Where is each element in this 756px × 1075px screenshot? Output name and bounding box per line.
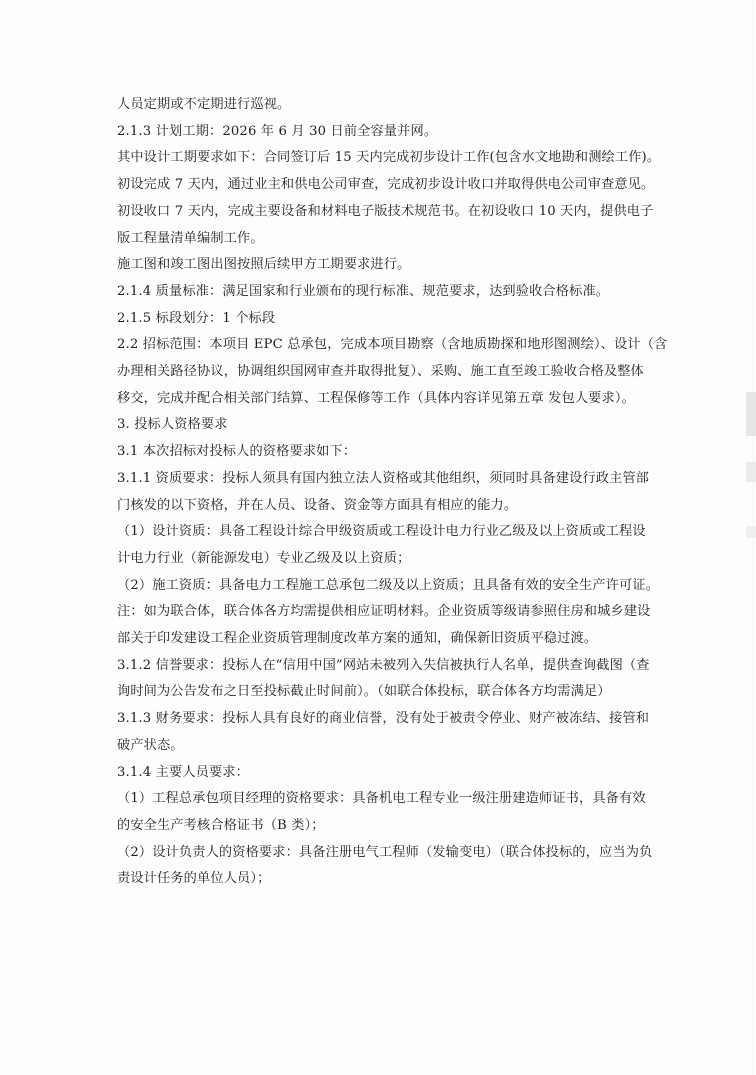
text-line: 询时间为公告发布之日至投标截止时间前）。（如联合体投标，联合体各方均需满足） <box>117 684 611 700</box>
section-2-2-scope: 2.2 招标范围：本项目 EPC 总承包，完成本项目勘察（含地质勘探和地形图测绘）、设计（含 <box>117 337 668 353</box>
section-2-1-4-quality: 2.1.4 质量标准：满足国家和行业颁布的现行标准、规范要求，达到验收合格标准。 <box>117 283 610 299</box>
text-line: 部关于印发建设工程企业资质管理制度改革方案的通知，确保新旧资质平稳过渡。 <box>117 631 598 647</box>
text-line: （2）施工资质：具备电力工程施工总承包二级及以上资质；且具备有效的安全生产许可证。 <box>117 577 660 593</box>
text-line: 施工图和竣工图出图按照后续甲方工期要求进行。 <box>117 257 411 273</box>
text-line: 破产状态。 <box>117 737 184 753</box>
scan-edge-mark <box>746 392 756 436</box>
text-line: 责设计任务的单位人员）； <box>117 871 271 887</box>
text-line: 人员定期或不定期进行巡视。 <box>117 97 291 112</box>
text-line: （1）设计资质：具备工程设计综合甲级资质或工程设计电力行业乙级及以上资质或工程设 <box>117 524 646 540</box>
document-body <box>117 92 668 893</box>
scan-edge-mark <box>746 526 756 538</box>
text-line: 移交，完成并配合相关部门结算、工程保修等工作（具体内容详见第五章 发包人要求）。 <box>117 390 635 406</box>
scan-edge-mark <box>746 462 756 482</box>
text-line: （2）设计负责人的资格要求：具备注册电气工程师（发输变电）（联合体投标的，应当为负 <box>117 844 653 860</box>
text-line: （1）工程总承包项目经理的资格要求：具备机电工程专业一级注册建造师证书，具备有效 <box>117 791 646 807</box>
text-line: 初设收口 7 天内，完成主要设备和材料电子版技术规范书。在初设收口 10 天内，提供电子 <box>117 203 654 219</box>
text-line: 其中设计工期要求如下：合同签订后 15 天内完成初步设计工作(包含水文地勘和测绘工作)。 <box>117 150 661 166</box>
text-line: 注：如为联合体，联合体各方均需提供相应证明材料。企业资质等级请参照住房和城乡建设 <box>117 604 651 620</box>
section-3-1-1-qualification: 3.1.1 资质要求：投标人须具有国内独立法人资格或其他组织，须同时具备建设行政主管部 <box>117 470 650 486</box>
section-3-1-4-personnel: 3.1.4 主要人员要求： <box>117 764 250 780</box>
text-line: 门核发的以下资格，并在人员、设备、资金等方面具有相应的能力。 <box>117 497 518 513</box>
section-2-1-5-lots: 2.1.5 标段划分：1 个标段 <box>117 310 276 326</box>
text-line: 版工程量清单编制工作。 <box>117 230 264 246</box>
text-line: 的安全生产考核合格证书（B 类）； <box>117 817 325 833</box>
section-3-1-2-credit: 3.1.2 信誉要求：投标人在“信用中国”网站未被列入失信被执行人名单，提供查询截图（查 <box>117 657 650 673</box>
section-3-1: 3.1 本次招标对投标人的资格要求如下： <box>117 444 357 460</box>
text-line: 办理相关路径协议，协调组织国网审查并取得批复）、采购、施工直至竣工验收合格及整体 <box>117 364 644 380</box>
section-3-heading: 3. 投标人资格要求 <box>117 417 228 433</box>
text-line: 计电力行业（新能源发电）专业乙级及以上资质； <box>117 550 411 566</box>
section-3-1-3-finance: 3.1.3 财务要求：投标人具有良好的商业信誉，没有处于被责令停业、财产被冻结、接管和 <box>117 711 650 727</box>
section-2-1-3-schedule: 2.1.3 计划工期：2026 年 6 月 30 日前全容量并网。 <box>117 123 438 139</box>
text-line: 初设完成 7 天内，通过业主和供电公司审查，完成初步设计收口并取得供电公司审查意见。 <box>117 177 655 193</box>
